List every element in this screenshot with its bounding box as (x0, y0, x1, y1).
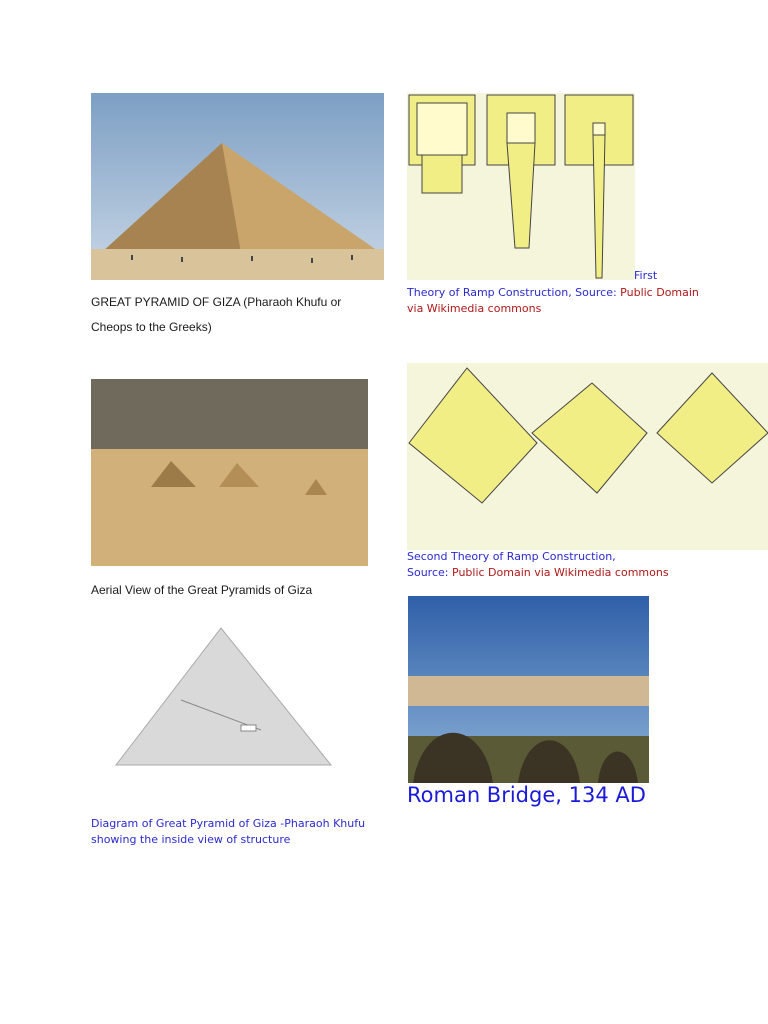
roman-bridge-photo (408, 596, 649, 783)
roman-bridge-caption: Roman Bridge, 134 AD (407, 783, 646, 807)
second-theory-source-label: Source: (407, 566, 449, 579)
pyramid-section-diagram (91, 620, 341, 780)
aerial-view-photo (91, 379, 368, 566)
first-theory-source: Public Domain via Wikimedia commons (407, 286, 699, 315)
second-theory-caption (407, 549, 727, 581)
pyramid-diagram-caption: Diagram of Great Pyramid of Giza -Pharaoh Khufu showing the inside view of structure (91, 817, 366, 846)
great-pyramid-caption: GREAT PYRAMID OF GIZA (Pharaoh Khufu or Cheops to the Greeks) (91, 295, 342, 334)
first-theory-caption (407, 285, 707, 317)
great-pyramid-photo (91, 93, 384, 280)
first-theory-lead: First (634, 269, 658, 282)
first-theory-text: Theory of Ramp Construction, Source: (407, 286, 617, 299)
second-ramp-theory-diagram (407, 363, 768, 550)
first-ramp-theory-diagram (407, 93, 635, 280)
aerial-view-caption: Aerial View of the Great Pyramids of Giza (91, 583, 313, 597)
second-theory-text: Second Theory of Ramp Construction, (407, 550, 616, 563)
second-theory-source: Public Domain via Wikimedia commons (452, 566, 669, 579)
